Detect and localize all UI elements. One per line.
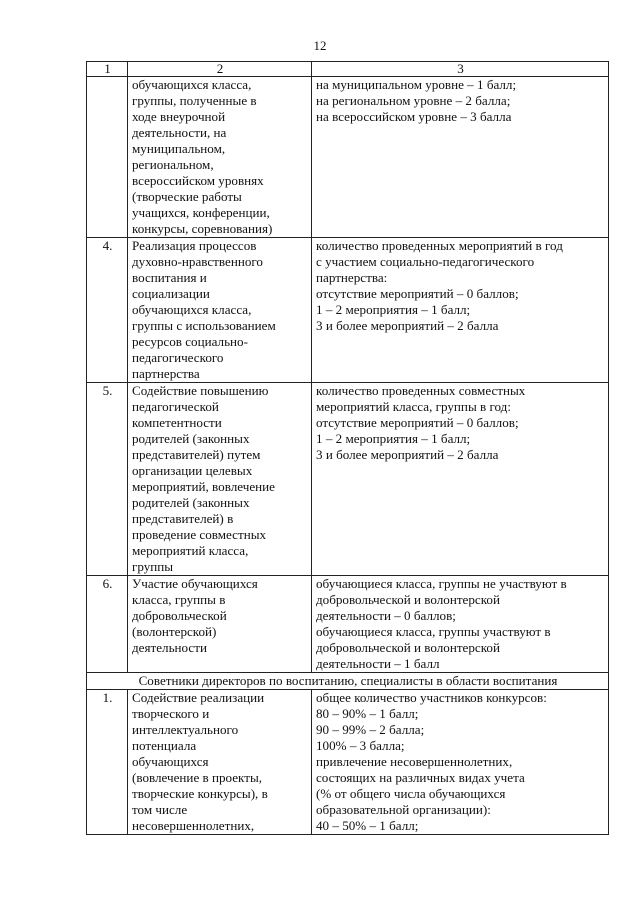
scoring-line: количество проведенных совместных — [316, 383, 526, 398]
criterion-line: партнерства — [132, 366, 200, 381]
criterion-line: Содействие повышению — [132, 383, 269, 398]
criterion-cell — [128, 383, 312, 576]
scoring-cell — [312, 383, 609, 576]
scoring-line: общее количество участников конкурсов: — [316, 690, 547, 705]
column-header-1: 1 — [87, 62, 128, 77]
page-number: 12 — [313, 38, 327, 53]
scoring-line: деятельности – 1 балл — [316, 656, 440, 671]
criterion-line: учащихся, конференции, — [132, 205, 270, 220]
criterion-line: воспитания и — [132, 270, 207, 285]
table-row — [87, 576, 609, 673]
column-header-3: 3 — [312, 62, 609, 77]
column-header-2: 2 — [128, 62, 312, 77]
criterion-line: добровольческой — [132, 608, 227, 623]
criterion-line: мероприятий, вовлечение — [132, 479, 275, 494]
criterion-line: группы — [132, 559, 174, 574]
scoring-line: обучающиеся класса, группы участвуют в — [316, 624, 551, 639]
scoring-line: партнерства: — [316, 270, 388, 285]
criterion-line: группы с использованием — [132, 318, 276, 333]
scoring-cell — [312, 77, 609, 238]
row-number: 6. — [87, 576, 128, 673]
scoring-line: мероприятий класса, группы в год: — [316, 399, 511, 414]
table-row — [87, 690, 609, 835]
scoring-line: 1 – 2 мероприятия – 1 балл; — [316, 302, 471, 317]
scoring-line: состоящих на различных видах учета — [316, 770, 525, 785]
criterion-line: ресурсов социально- — [132, 334, 248, 349]
scoring-line: на муниципальном уровне – 1 балл; — [316, 77, 517, 92]
criterion-line: региональном, — [132, 157, 214, 172]
criterion-line: социализации — [132, 286, 210, 301]
criterion-cell — [128, 576, 312, 673]
criterion-line: (творческие работы — [132, 189, 242, 204]
scoring-line: привлечение несовершеннолетних, — [316, 754, 513, 769]
criterion-line: деятельности, на — [132, 125, 227, 140]
scoring-line: 3 и более мероприятий – 2 балла — [316, 318, 499, 333]
criterion-line: педагогической — [132, 399, 219, 414]
table-row — [87, 383, 609, 576]
row-number: 5. — [87, 383, 128, 576]
scoring-line: добровольческой и волонтерской — [316, 592, 500, 607]
criterion-line: творческого и — [132, 706, 210, 721]
scoring-line: (% от общего числа обучающихся — [316, 786, 506, 801]
criterion-line: компетентности — [132, 415, 222, 430]
criterion-line: родителей (законных — [132, 431, 250, 446]
criterion-line: обучающихся — [132, 754, 209, 769]
criterion-line: родителей (законных — [132, 495, 250, 510]
section-row — [87, 673, 609, 690]
scoring-cell — [312, 576, 609, 673]
scoring-line: количество проведенных мероприятий в год — [316, 238, 563, 253]
scoring-line: образовательной организации): — [316, 802, 491, 817]
scoring-line: 1 – 2 мероприятия – 1 балл; — [316, 431, 471, 446]
scoring-cell — [312, 238, 609, 383]
table-row — [87, 238, 609, 383]
scoring-line: на всероссийском уровне – 3 балла — [316, 109, 512, 124]
scoring-line: 90 – 99% – 2 балла; — [316, 722, 425, 737]
scoring-line: 80 – 90% – 1 балл; — [316, 706, 419, 721]
criterion-line: обучающихся класса, — [132, 302, 252, 317]
section-title: Советники директоров по воспитанию, специалисты в области воспитания — [87, 673, 609, 690]
scoring-cell — [312, 690, 609, 835]
criterion-line: конкурсы, соревнования) — [132, 221, 273, 236]
table-row — [87, 77, 609, 238]
criterion-line: проведение совместных — [132, 527, 267, 542]
row-number: 4. — [87, 238, 128, 383]
criterion-line: мероприятий класса, — [132, 543, 249, 558]
criterion-cell — [128, 238, 312, 383]
criterion-line: педагогического — [132, 350, 224, 365]
criteria-table — [86, 61, 609, 835]
criterion-line: обучающихся класса, — [132, 77, 252, 92]
table-header-row — [87, 62, 609, 77]
scoring-line: 3 и более мероприятий – 2 балла — [316, 447, 499, 462]
row-number — [87, 77, 128, 238]
scoring-line: с участием социально-педагогического — [316, 254, 535, 269]
criterion-line: группы, полученные в — [132, 93, 257, 108]
criterion-line: муниципальном, — [132, 141, 226, 156]
scoring-line: 40 – 50% – 1 балл; — [316, 818, 419, 833]
criterion-line: деятельности — [132, 640, 207, 655]
criterion-line: (вовлечение в проекты, — [132, 770, 263, 785]
criterion-line: представителей) в — [132, 511, 234, 526]
criterion-cell — [128, 690, 312, 835]
criterion-line: творческие конкурсы), в — [132, 786, 268, 801]
scoring-line: деятельности – 0 баллов; — [316, 608, 456, 623]
criterion-line: Содействие реализации — [132, 690, 265, 705]
scoring-line: 100% – 3 балла; — [316, 738, 405, 753]
criterion-line: потенциала — [132, 738, 197, 753]
scoring-line: отсутствие мероприятий – 0 баллов; — [316, 286, 519, 301]
scoring-line: на региональном уровне – 2 балла; — [316, 93, 511, 108]
scoring-line: добровольческой и волонтерской — [316, 640, 500, 655]
criterion-line: интеллектуального — [132, 722, 239, 737]
criterion-line: представителей) путем — [132, 447, 261, 462]
criterion-line: организации целевых — [132, 463, 253, 478]
criteria-table-body — [87, 62, 609, 835]
criterion-line: класса, группы в — [132, 592, 226, 607]
criterion-line: Участие обучающихся — [132, 576, 258, 591]
criterion-line: всероссийском уровнях — [132, 173, 264, 188]
scoring-line: отсутствие мероприятий – 0 баллов; — [316, 415, 519, 430]
criterion-line: (волонтерской) — [132, 624, 217, 639]
criterion-line: ходе внеурочной — [132, 109, 226, 124]
criterion-line: несовершеннолетних, — [132, 818, 255, 833]
scoring-line: обучающиеся класса, группы не участвуют в — [316, 576, 567, 591]
criterion-cell — [128, 77, 312, 238]
criterion-line: духовно-нравственного — [132, 254, 263, 269]
criterion-line: Реализация процессов — [132, 238, 257, 253]
criterion-line: том числе — [132, 802, 188, 817]
row-number: 1. — [87, 690, 128, 835]
